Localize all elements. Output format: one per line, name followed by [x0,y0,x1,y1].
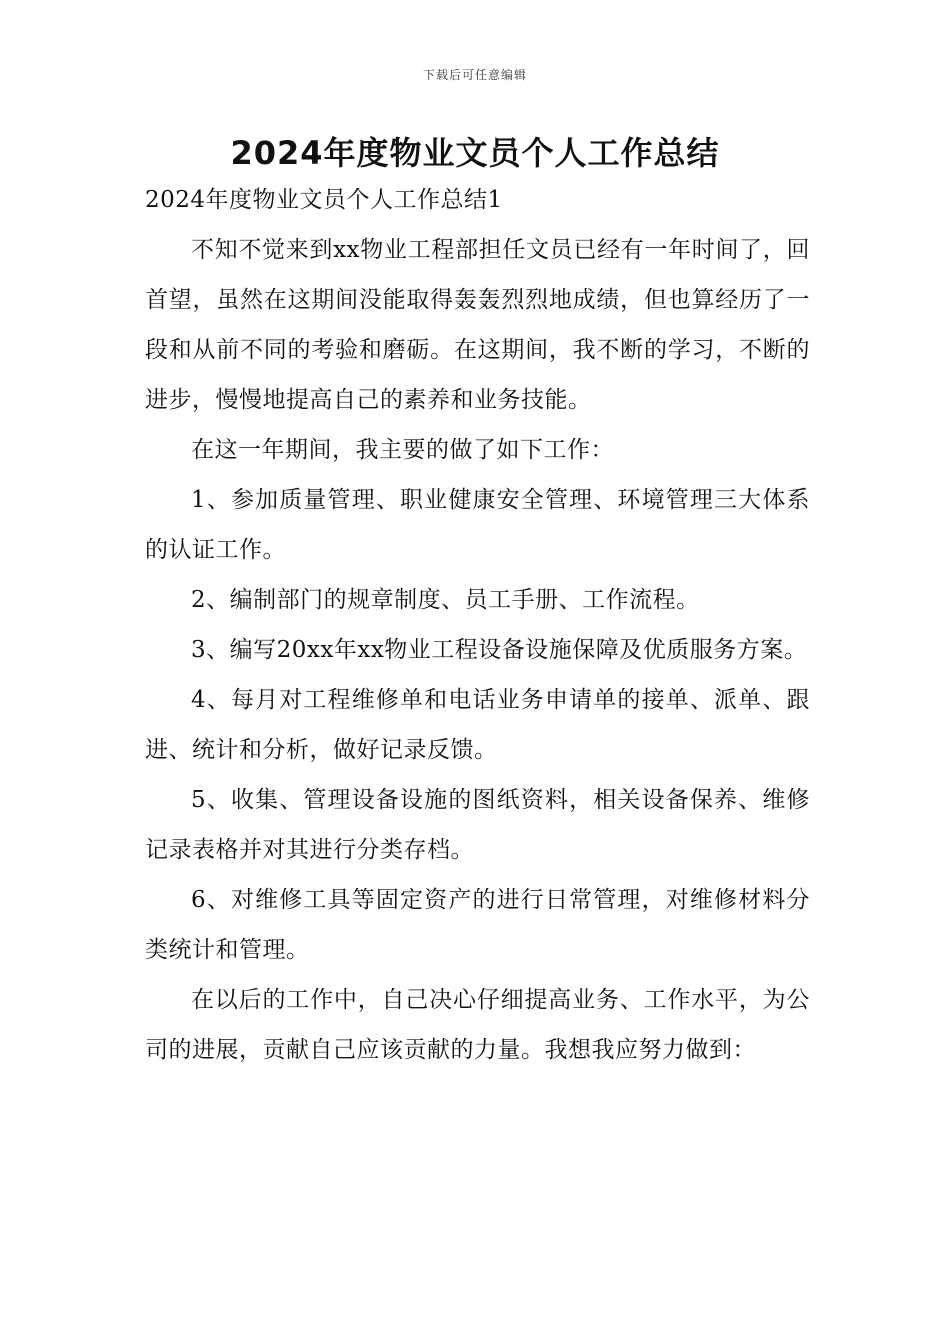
document-body [145,180,810,1075]
paragraph-intro: 不知不觉来到xx物业工程部担任文员已经有一年时间了，回首望，虽然在这期间没能取得轰轰烈烈地成绩，但也算经历了一段和从前不同的考验和磨砺。在这期间，我不断的学习，不断的进步，慢慢地提高自己的素养和业务技能。 [145,237,810,413]
paragraph-item-2: 2、编制部门的规章制度、员工手册、工作流程。 [191,587,700,613]
paragraph-item-5: 5、收集、管理设备设施的图纸资料，相关设备保养、维修记录表格并对其进行分类存档。 [145,787,810,863]
document-title: 2024年度物业文员个人工作总结 [230,134,720,172]
paragraph-item-4: 4、每月对工程维修单和电话业务申请单的接单、派单、跟进、统计和分析，做好记录反馈。 [145,687,810,763]
paragraph-item-1: 1、参加质量管理、职业健康安全管理、环境管理三大体系的认证工作。 [145,487,810,563]
paragraph-item-6: 6、对维修工具等固定资产的进行日常管理，对维修材料分类统计和管理。 [145,887,810,963]
header-note: 下载后可任意编辑 [422,68,527,82]
paragraph-work-lead: 在这一年期间，我主要的做了如下工作： [191,437,614,463]
paragraph-item-3: 3、编写20xx年xx物业工程设备设施保障及优质服务方案。 [191,637,808,663]
section-heading: 2024年度物业文员个人工作总结1 [145,187,503,213]
paragraph-future: 在以后的工作中，自己决心仔细提高业务、工作水平，为公司的进展，贡献自己应该贡献的力量。我想我应努力做到： [145,987,810,1063]
